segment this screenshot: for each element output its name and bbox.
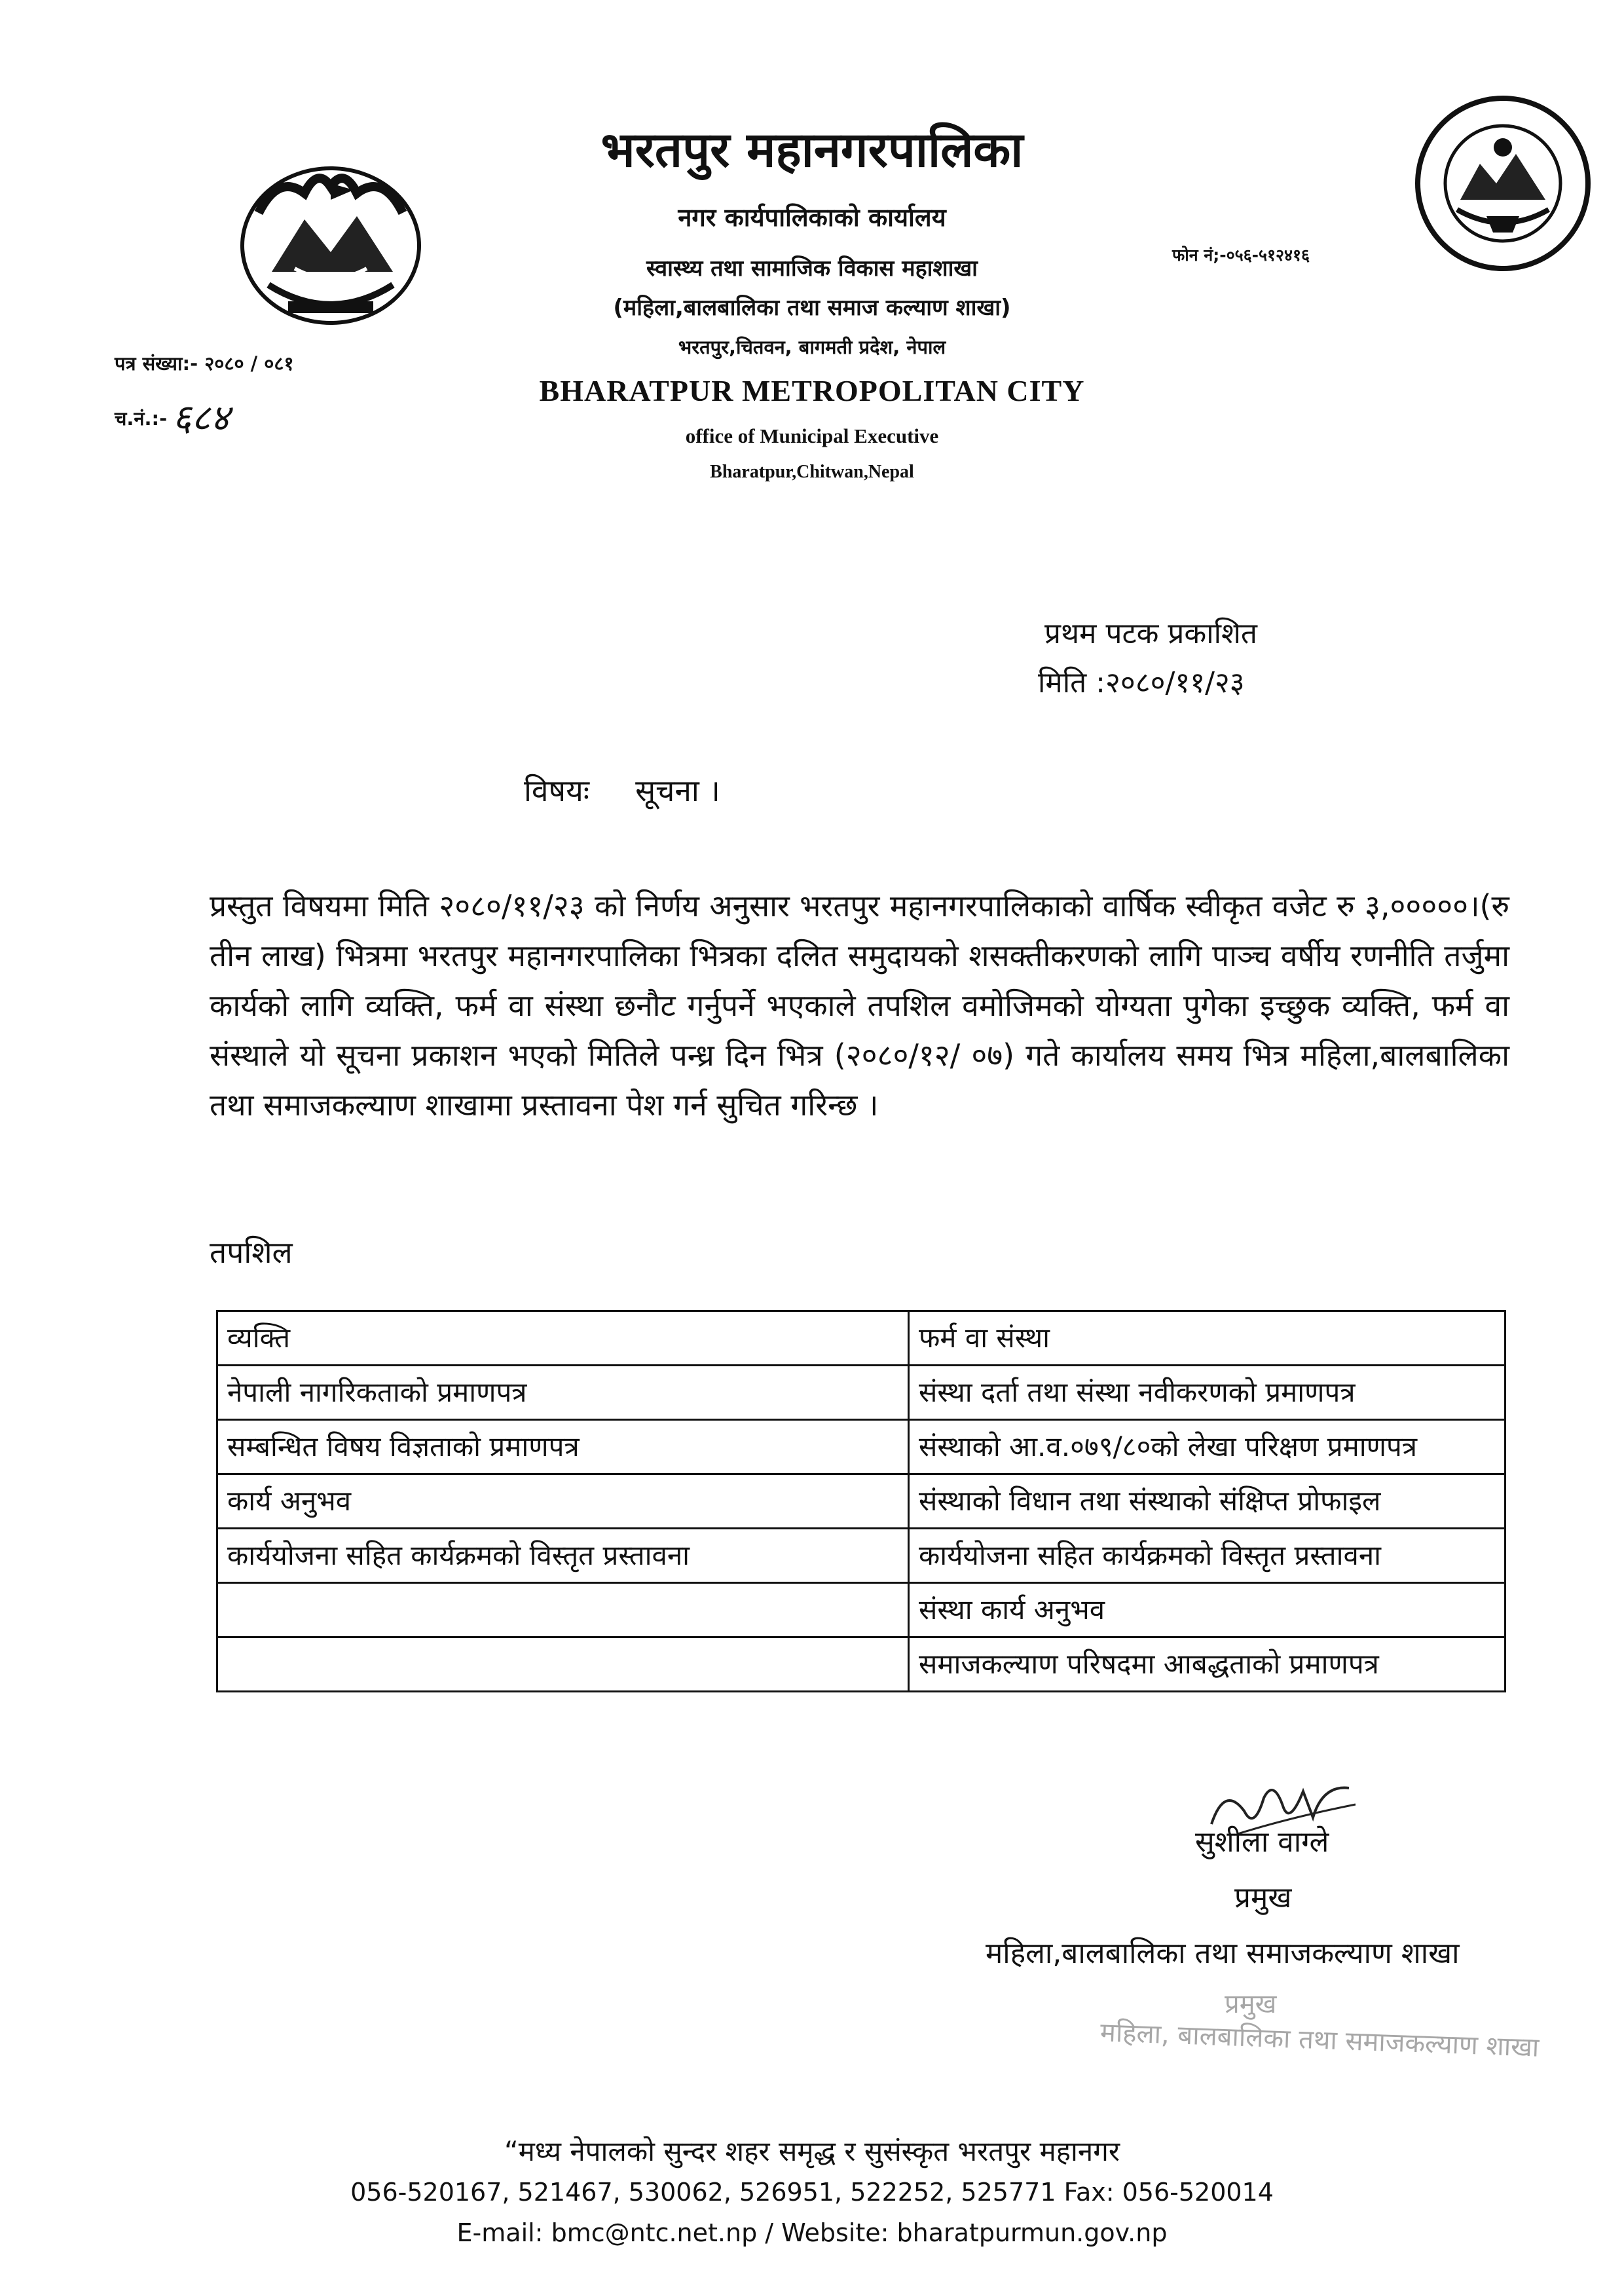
dispatch-value: ६८४ — [172, 397, 230, 439]
table-row — [217, 1420, 1505, 1474]
phone-number: फोन नं;-०५६-५१२४१६ — [1172, 246, 1310, 265]
publication-status: प्रथम पटक प्रकाशित — [1044, 617, 1258, 650]
dispatch-label: च.नं.:- — [115, 407, 168, 430]
table-row — [217, 1529, 1505, 1583]
letter-number: पत्र संख्या:- २०८० / ०८१ — [115, 352, 294, 375]
office-subtitle-english: office of Municipal Executive — [685, 424, 939, 447]
table-row — [217, 1366, 1505, 1420]
table-cell: संस्था दर्ता तथा संस्था नवीकरणको प्रमाणपत्र — [909, 1366, 1505, 1420]
division-name: स्वास्थ्य तथा सामाजिक विकास महाशाखा — [646, 255, 978, 282]
stamp-line-2: महिला, बालबालिका तथा समाजकल्याण शाखा — [1099, 2017, 1540, 2063]
signatory-name: सुशीला वाग्ले — [1195, 1825, 1329, 1859]
section-name: (महिला,बालबालिका तथा समाज कल्याण शाखा) — [613, 295, 1011, 321]
table-cell — [217, 1583, 909, 1637]
footer-slogan: “मध्य नेपालको सुन्दर शहर समृद्ध र सुसंस्कृत भरतपुर महानगर — [504, 2135, 1120, 2167]
table-cell: कार्ययोजना सहित कार्यक्रमको विस्तृत प्रस्तावना — [909, 1529, 1505, 1583]
signatory-title: प्रमुख — [1234, 1881, 1292, 1914]
office-title-english: BHARATPUR METROPOLITAN CITY — [539, 374, 1085, 407]
column-header-individual: व्यक्ति — [217, 1311, 909, 1366]
office-title-nepali: भरतपुर महानगरपालिका — [600, 122, 1024, 178]
address-english: Bharatpur,Chitwan,Nepal — [710, 462, 914, 482]
table-row — [217, 1583, 1505, 1637]
nepal-emblem-icon — [232, 154, 429, 337]
address-nepali: भरतपुर,चितवन, बागमती प्रदेश, नेपाल — [678, 336, 946, 358]
footer-phone-numbers: 056-520167, 521467, 530062, 526951, 522252, 525771 Fax: 056-520014 — [350, 2178, 1274, 2207]
notice-date: मिति :२०८०/११/२३ — [1038, 666, 1245, 700]
table-cell: संस्था कार्य अनुभव — [909, 1583, 1505, 1637]
table-cell: संस्थाको विधान तथा संस्थाको संक्षिप्त प्रोफाइल — [909, 1474, 1505, 1529]
table-header-row — [217, 1311, 1505, 1366]
notice-body: प्रस्तुत विषयमा मिति २०८०/११/२३ को निर्णय अनुसार भरतपुर महानगरपालिकाको वार्षिक स्वीकृत वजेट रु ३,०००००।(रु तीन लाख) भित्रमा भरतपुर महानगरपालिका भित्रका दलित समुदायको शसक्तीकरणको लागि पाञ्च वर्षीय रणनीति तर्जुमा कार्यको लागि व्यक्ति, फर्म वा संस्था छनौट गर्नुपर्ने भएकाले तपशिल वमोजिमको योग्यता पुगेका इच्छुक व्यक्ति, फर्म वा संस्थाले यो सूचना प्रकाशन भएको मितिले पन्ध्र दिन भित्र (२०८०/१२/ ०७) गते कार्यालय समय भित्र महिला,बालबालिका तथा समाजकल्याण शाखामा प्रस्तावना पेश गर्न सुचित गरिन्छ । — [210, 888, 1509, 1123]
bharatpur-seal-icon — [1408, 85, 1598, 282]
column-header-organization: फर्म वा संस्था — [909, 1311, 1505, 1366]
table-cell: सम्बन्धित विषय विज्ञताको प्रमाणपत्र — [217, 1420, 909, 1474]
table-cell — [217, 1637, 909, 1692]
table-cell: नेपाली नागरिकताको प्रमाणपत्र — [217, 1366, 909, 1420]
footer-contact: E-mail: bmc@ntc.net.np / Website: bharatpurmun.gov.np — [456, 2218, 1168, 2247]
table-row — [217, 1474, 1505, 1529]
subject-label: विषयः — [524, 773, 590, 808]
subject-text: सूचना । — [635, 773, 720, 808]
stamp-line-1: प्रमुख — [1225, 1989, 1277, 2019]
table-cell: कार्य अनुभव — [217, 1474, 909, 1529]
table-cell: कार्ययोजना सहित कार्यक्रमको विस्तृत प्रस्तावना — [217, 1529, 909, 1583]
table-row — [217, 1637, 1505, 1692]
dispatch-number — [115, 386, 230, 439]
office-subtitle-nepali: नगर कार्यपालिकाको कार्यालय — [678, 203, 946, 232]
details-label: तपशिल — [210, 1235, 293, 1270]
table-cell: संस्थाको आ.व.०७९/८०को लेखा परिक्षण प्रमाणपत्र — [909, 1420, 1505, 1474]
subject-line — [524, 770, 720, 810]
table-cell: समाजकल्याण परिषदमा आबद्धताको प्रमाणपत्र — [909, 1637, 1505, 1692]
requirements-table — [216, 1310, 1506, 1692]
signatory-section: महिला,बालबालिका तथा समाजकल्याण शाखा — [986, 1937, 1460, 1970]
